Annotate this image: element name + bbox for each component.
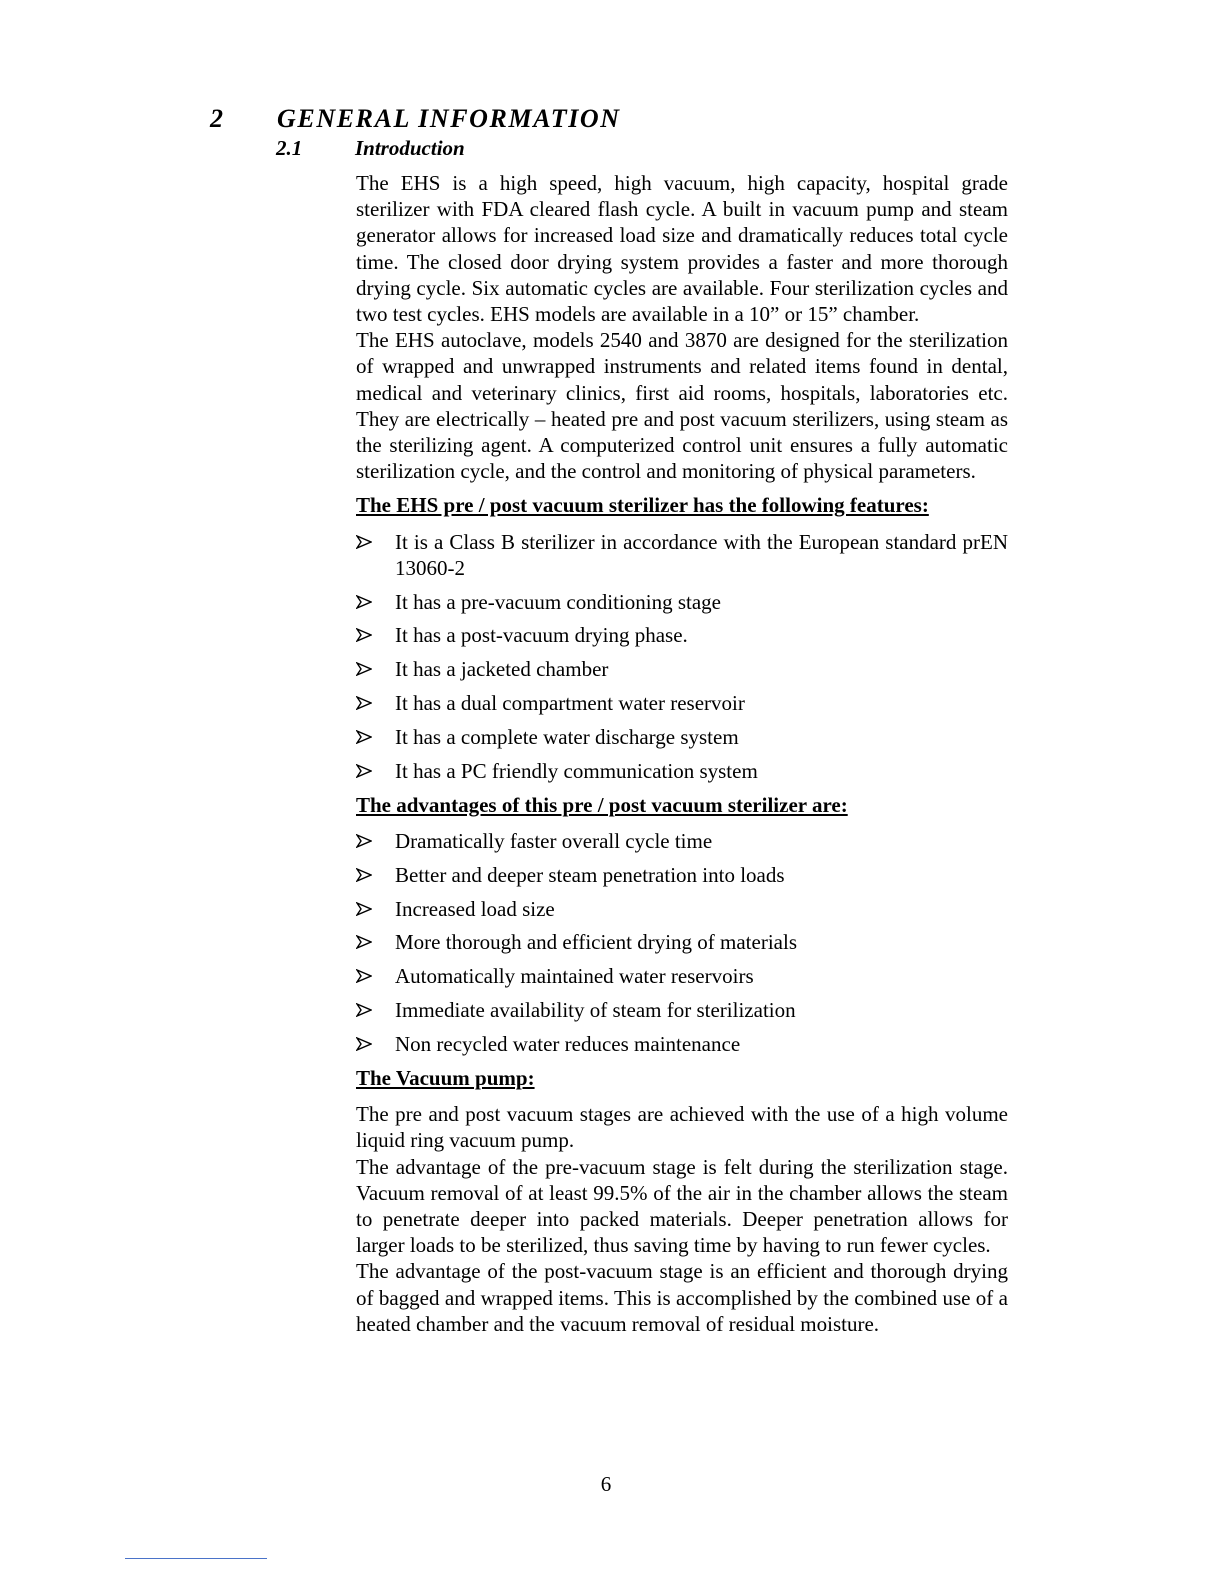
- list-item: [356, 1031, 1008, 1057]
- list-item-text: It has a jacketed chamber: [395, 657, 609, 682]
- list-item: [356, 529, 1008, 581]
- list-item-text: It has a complete water discharge system: [395, 724, 739, 749]
- list-item-text: Immediate availability of steam for sterilization: [395, 998, 796, 1023]
- list-item-text: It is a Class B sterilizer in accordance with the European standard prEN 13060-2: [395, 529, 1008, 580]
- arrowhead-bullet-icon: [356, 902, 372, 916]
- main-content: [356, 170, 1008, 1337]
- list-item-text: Non recycled water reduces maintenance: [395, 1031, 741, 1056]
- list-item: [356, 589, 1008, 615]
- list-item: [356, 758, 1008, 784]
- list-item: [356, 896, 1008, 922]
- arrowhead-bullet-icon: [356, 834, 372, 848]
- subsection-heading: [276, 136, 465, 161]
- footnote-rule: [125, 1558, 267, 1559]
- intro-paragraph: The EHS is a high speed, high vacuum, high capacity, hospital grade sterilizer with FDA cleared flash cycle. A built in vacuum pump and steam generator allows for increased load size and dramatically reduces total cycle time. The closed door drying system provides a faster and more thorough drying cycle. Six automatic cycles are available. Four sterilization cycles and two test cycles. EHS models are available in a 10” or 15” chamber.: [356, 171, 1008, 327]
- list-item-text: It has a post-vacuum drying phase.: [395, 623, 688, 648]
- arrowhead-bullet-icon: [356, 696, 372, 710]
- advantages-list: [356, 828, 1008, 1057]
- arrowhead-bullet-icon: [356, 764, 372, 778]
- list-item: [356, 724, 1008, 750]
- advantages-heading: The advantages of this pre / post vacuum sterilizer are:: [356, 792, 848, 817]
- arrowhead-bullet-icon: [356, 969, 372, 983]
- features-list: [356, 529, 1008, 784]
- list-item: [356, 828, 1008, 854]
- list-item-text: Better and deeper steam penetration into loads: [395, 862, 785, 887]
- arrowhead-bullet-icon: [356, 868, 372, 882]
- list-item-text: It has a pre-vacuum conditioning stage: [395, 589, 721, 614]
- subsection-title: Introduction: [355, 136, 465, 160]
- subsection-number: 2.1: [276, 136, 303, 160]
- list-item: [356, 622, 1008, 648]
- arrowhead-bullet-icon: [356, 1003, 372, 1017]
- list-item: [356, 929, 1008, 955]
- list-item: [356, 656, 1008, 682]
- vacuum-pump-paragraph: The pre and post vacuum stages are achieved with the use of a high volume liquid ring vacuum pump.: [356, 1102, 1008, 1153]
- vacuum-pump-paragraph: The advantage of the pre-vacuum stage is felt during the sterilization stage. Vacuum removal of at least 99.5% of the air in the chamber allows the steam to penetrate deeper into packed materials. Deeper penetration allows for larger loads to be sterilized, thus saving time by having to run fewer cycles.: [356, 1154, 1008, 1258]
- list-item: [356, 963, 1008, 989]
- list-item: [356, 997, 1008, 1023]
- arrowhead-bullet-icon: [356, 662, 372, 676]
- list-item-text: It has a dual compartment water reservoir: [395, 691, 745, 716]
- list-item: [356, 862, 1008, 888]
- list-item-text: Automatically maintained water reservoirs: [395, 964, 754, 989]
- arrowhead-bullet-icon: [356, 628, 372, 642]
- arrowhead-bullet-icon: [356, 535, 372, 549]
- arrowhead-bullet-icon: [356, 730, 372, 744]
- vacuum-pump-heading: The Vacuum pump:: [356, 1066, 535, 1091]
- section-number: 2: [210, 104, 225, 133]
- list-item-text: More thorough and efficient drying of materials: [395, 930, 797, 955]
- arrowhead-bullet-icon: [356, 935, 372, 949]
- list-item-text: It has a PC friendly communication system: [395, 758, 758, 783]
- section-title: GENERAL INFORMATION: [277, 104, 621, 133]
- list-item-text: Dramatically faster overall cycle time: [395, 829, 713, 854]
- list-item-text: Increased load size: [395, 896, 555, 921]
- vacuum-pump-paragraph: The advantage of the post-vacuum stage is an efficient and thorough drying of bagged and wrapped items. This is accomplished by the combined use of a heated chamber and the vacuum removal of residual moisture.: [356, 1259, 1008, 1336]
- features-heading: The EHS pre / post vacuum sterilizer has the following features:: [356, 493, 929, 518]
- intro-paragraph: The EHS autoclave, models 2540 and 3870 are designed for the sterilization of wrapped and unwrapped instruments and related items found in dental, medical and veterinary clinics, first aid rooms, hospitals, laboratories etc. They are electrically – heated pre and post vacuum sterilizers, using steam as the sterilizing agent. A computerized control unit ensures a fully automatic sterilization cycle, and the control and monitoring of physical parameters.: [356, 328, 1008, 484]
- list-item: [356, 690, 1008, 716]
- arrowhead-bullet-icon: [356, 595, 372, 609]
- arrowhead-bullet-icon: [356, 1037, 372, 1051]
- page-number: 6: [600, 1472, 612, 1496]
